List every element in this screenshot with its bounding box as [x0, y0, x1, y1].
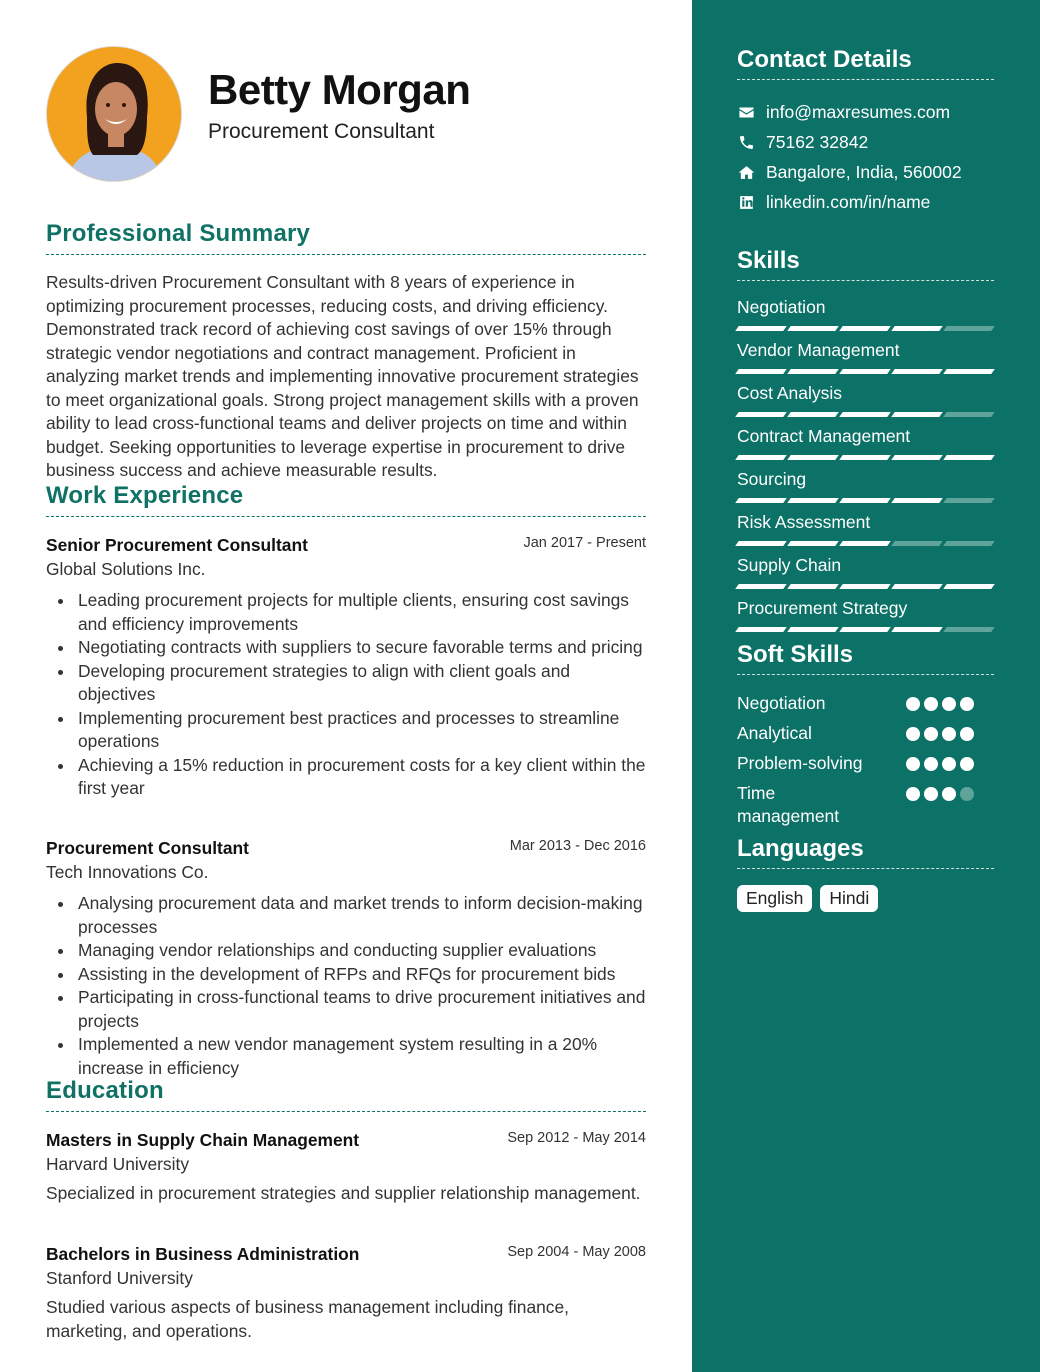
skill-level-segment	[839, 326, 891, 331]
address-text: Bangalore, India, 560002	[766, 161, 962, 182]
phone-text: 75162 32842	[766, 131, 869, 152]
skill-level-segment	[943, 455, 995, 460]
soft-skill-item	[737, 782, 994, 826]
soft-skill-label: Problem-solving	[737, 753, 863, 773]
job-entry	[46, 838, 646, 1080]
rating-dot	[906, 787, 920, 801]
linkedin-icon	[737, 193, 755, 211]
skill-level-segment	[787, 326, 839, 331]
candidate-title: Procurement Consultant	[208, 120, 435, 143]
skill-level-segment	[735, 584, 787, 589]
rating-dot	[906, 697, 920, 711]
contact-linkedin[interactable]	[737, 190, 1007, 214]
education-description: Specialized in procurement strategies and supplier relationship management.	[46, 1183, 641, 1203]
envelope-icon	[737, 103, 755, 121]
skill-level-segment	[735, 541, 787, 546]
job-bullet: Achieving a 15% reduction in procurement costs for a key client within the first year	[46, 754, 646, 801]
rating-dot	[906, 757, 920, 771]
education-degree: Bachelors in Business Administration	[46, 1244, 360, 1264]
job-organization: Global Solutions Inc.	[46, 559, 206, 579]
skill-level-segment	[787, 584, 839, 589]
skill-level-segment	[891, 584, 943, 589]
skill-item	[737, 598, 994, 632]
skill-level-segment	[735, 498, 787, 503]
job-bullet: Assisting in the development of RFPs and RFQs for procurement bids	[46, 963, 646, 987]
skill-level-segment	[943, 412, 995, 417]
soft-skill-item	[737, 752, 994, 778]
skill-level-segment	[891, 455, 943, 460]
skill-item	[737, 512, 994, 546]
rating-dot	[942, 787, 956, 801]
skill-level-segment	[943, 541, 995, 546]
skill-level-segment	[735, 627, 787, 632]
rating-dot	[906, 727, 920, 741]
candidate-name: Betty Morgan	[208, 66, 471, 113]
skill-level-segment	[735, 455, 787, 460]
skill-label: Supply Chain	[737, 555, 842, 575]
job-date: Jan 2017 - Present	[523, 535, 646, 551]
skill-level-bar	[737, 498, 994, 503]
contact-heading: Contact Details	[737, 46, 994, 80]
rating-dot	[924, 697, 938, 711]
soft-skill-rating	[906, 787, 974, 801]
soft-skill-label: Negotiation	[737, 693, 826, 713]
soft-skill-rating	[906, 757, 974, 771]
job-bullets	[46, 892, 646, 1080]
skill-level-segment	[891, 627, 943, 632]
skill-level-segment	[839, 541, 891, 546]
skill-level-segment	[787, 369, 839, 374]
skill-level-segment	[839, 369, 891, 374]
skill-level-segment	[943, 326, 995, 331]
skill-level-segment	[891, 498, 943, 503]
job-bullet: Analysing procurement data and market trends to inform decision-making processes	[46, 892, 646, 939]
job-bullet: Managing vendor relationships and conducting supplier evaluations	[46, 939, 646, 963]
languages-list	[737, 885, 878, 912]
job-entry	[46, 535, 646, 801]
job-bullet: Leading procurement projects for multiple clients, ensuring cost savings and efficiency improvements	[46, 589, 646, 636]
job-organization: Tech Innovations Co.	[46, 862, 209, 882]
contact-phone[interactable]	[737, 130, 1007, 154]
skill-item	[737, 426, 994, 460]
skill-level-segment	[839, 412, 891, 417]
job-date: Mar 2013 - Dec 2016	[509, 838, 646, 854]
skill-level-segment	[839, 455, 891, 460]
summary-heading: Professional Summary	[46, 220, 646, 255]
language-tag: English	[737, 885, 812, 912]
education-school: Stanford University	[46, 1268, 193, 1288]
soft-skill-label: Analytical	[737, 723, 812, 743]
soft-skills-heading: Soft Skills	[737, 641, 994, 675]
rating-dot	[942, 757, 956, 771]
skill-item	[737, 297, 994, 331]
skill-level-bar	[737, 627, 994, 632]
skill-label: Negotiation	[737, 297, 826, 317]
skill-label: Contract Management	[737, 426, 911, 446]
job-bullet: Negotiating contracts with suppliers to secure favorable terms and pricing	[46, 636, 646, 660]
skill-level-segment	[787, 455, 839, 460]
languages-heading: Languages	[737, 835, 994, 869]
soft-skill-rating	[906, 697, 974, 711]
job-role: Procurement Consultant	[46, 838, 249, 858]
rating-dot	[960, 787, 974, 801]
skill-level-bar	[737, 326, 994, 331]
soft-skill-item	[737, 722, 994, 748]
contact-address	[737, 160, 1007, 184]
skill-level-segment	[787, 627, 839, 632]
language-tag: Hindi	[820, 885, 878, 912]
rating-dot	[924, 757, 938, 771]
skill-item	[737, 469, 994, 503]
skill-level-bar	[737, 369, 994, 374]
soft-skill-rating	[906, 727, 974, 741]
skill-item	[737, 555, 994, 589]
skill-level-segment	[787, 498, 839, 503]
experience-heading: Work Experience	[46, 482, 646, 517]
skill-level-bar	[737, 541, 994, 546]
email-text: info@maxresumes.com	[766, 101, 951, 122]
education-degree: Masters in Supply Chain Management	[46, 1130, 360, 1150]
rating-dot	[960, 757, 974, 771]
rating-dot	[942, 727, 956, 741]
skill-level-bar	[737, 455, 994, 460]
skill-level-segment	[943, 627, 995, 632]
rating-dot	[960, 697, 974, 711]
contact-email[interactable]	[737, 100, 1007, 124]
skill-label: Cost Analysis	[737, 383, 843, 403]
skill-label: Risk Assessment	[737, 512, 871, 532]
rating-dot	[942, 697, 956, 711]
skill-item	[737, 340, 994, 374]
rating-dot	[960, 727, 974, 741]
skill-level-segment	[735, 369, 787, 374]
soft-skill-item	[737, 692, 994, 718]
skill-level-segment	[891, 369, 943, 374]
skill-label: Procurement Strategy	[737, 598, 908, 618]
avatar	[46, 46, 182, 182]
education-school: Harvard University	[46, 1154, 190, 1174]
phone-icon	[737, 133, 755, 151]
skill-label: Sourcing	[737, 469, 807, 489]
linkedin-text: linkedin.com/in/name	[766, 191, 931, 212]
skills-heading: Skills	[737, 247, 994, 281]
skill-level-segment	[943, 369, 995, 374]
profile-header	[46, 46, 646, 182]
skill-level-segment	[839, 584, 891, 589]
rating-dot	[924, 787, 938, 801]
education-date: Sep 2004 - May 2008	[507, 1244, 646, 1260]
job-bullet: Developing procurement strategies to align with client goals and objectives	[46, 660, 646, 707]
skill-level-bar	[737, 412, 994, 417]
sidebar	[692, 0, 1040, 1372]
home-icon	[737, 163, 755, 181]
education-heading: Education	[46, 1077, 646, 1112]
skill-level-segment	[735, 412, 787, 417]
job-bullet: Implemented a new vendor management system resulting in a 20% increase in efficiency	[46, 1033, 646, 1080]
soft-skill-label: Time management	[737, 783, 840, 826]
skill-item	[737, 383, 994, 417]
education-entry	[46, 1130, 646, 1206]
skill-level-segment	[891, 541, 943, 546]
skill-level-segment	[943, 498, 995, 503]
skill-level-segment	[839, 498, 891, 503]
skill-level-segment	[787, 412, 839, 417]
education-description: Studied various aspects of business management including finance, marketing, and operations.	[46, 1297, 570, 1341]
job-bullets	[46, 589, 646, 801]
job-role: Senior Procurement Consultant	[46, 535, 308, 555]
job-bullet: Participating in cross-functional teams to drive procurement initiatives and projects	[46, 986, 646, 1033]
skill-level-segment	[787, 541, 839, 546]
skill-level-segment	[839, 627, 891, 632]
skill-level-segment	[891, 412, 943, 417]
skill-level-segment	[891, 326, 943, 331]
skill-level-segment	[943, 584, 995, 589]
rating-dot	[924, 727, 938, 741]
education-entry	[46, 1244, 646, 1343]
skill-level-segment	[735, 326, 787, 331]
education-date: Sep 2012 - May 2014	[507, 1130, 646, 1146]
summary-text: Results-driven Procurement Consultant with 8 years of experience in optimizing procurement processes, reducing costs, and driving efficiency. Demonstrated track record of achieving cost savings of over 15% through strategic vendor negotiations and contract management. Proficient in analyzing market trends and implementing innovative procurement strategies to meet organizational goals. Strong project management skills with a proven ability to lead cross-functional teams and deliver projects on time and within budget. Seeking opportunities to leverage expertise in procurement to drive business success and achieve measurable results.	[46, 272, 639, 480]
skill-label: Vendor Management	[737, 340, 900, 360]
job-bullet: Implementing procurement best practices and processes to streamline operations	[46, 707, 646, 754]
skill-level-bar	[737, 584, 994, 589]
avatar-photo-icon	[47, 47, 182, 182]
